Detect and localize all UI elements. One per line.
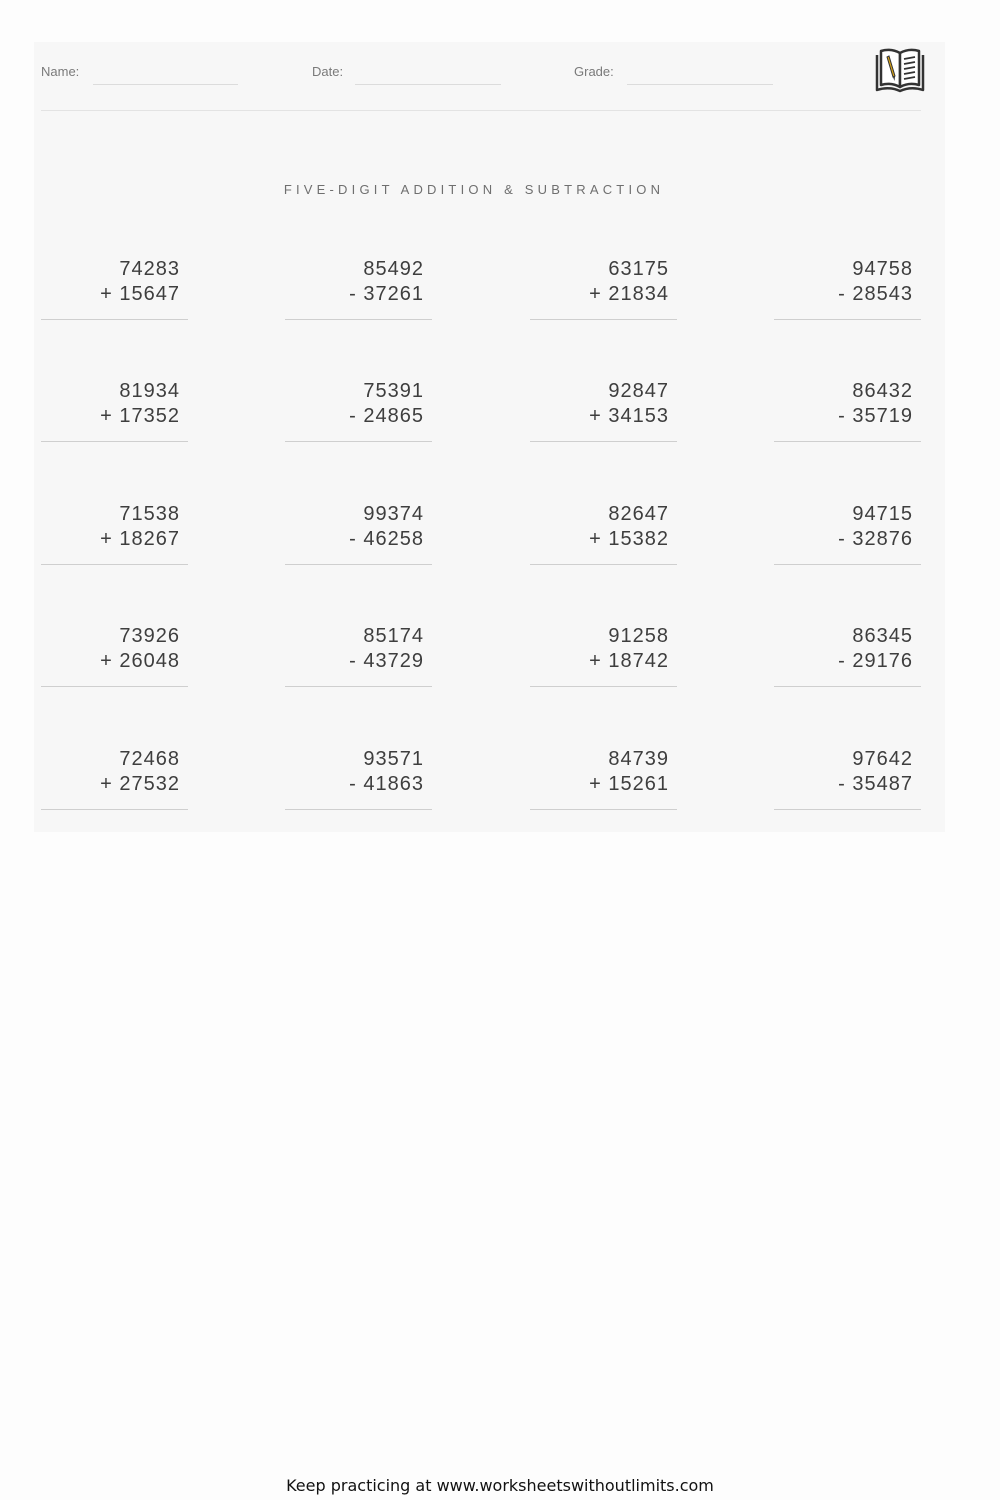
problem-item — [285, 257, 432, 320]
worksheet — [34, 42, 945, 832]
problem-top-number: 81934 — [119, 380, 180, 402]
problem-item — [774, 502, 921, 565]
problem-bottom-number: + 21834 — [589, 283, 669, 305]
problem-item — [774, 624, 921, 687]
problem-item — [41, 257, 188, 320]
problem-top-number: 71538 — [119, 503, 180, 525]
problem-bottom-number: - 24865 — [349, 405, 424, 427]
worksheet-title: FIVE-DIGIT ADDITION & SUBTRACTION — [283, 182, 665, 197]
problem-bottom-number: - 35719 — [838, 405, 913, 427]
problem-item — [41, 379, 188, 442]
problem-top-number: 85174 — [363, 625, 424, 647]
problem-top-number: 72468 — [119, 748, 180, 770]
problem-top-number: 86345 — [852, 625, 913, 647]
open-book-pencil-icon — [873, 45, 927, 95]
problem-item — [530, 502, 677, 565]
problem-top-number: 94715 — [852, 503, 913, 525]
problem-top-number: 74283 — [119, 258, 180, 280]
problem-item — [774, 379, 921, 442]
worksheet-header — [41, 42, 921, 111]
problem-bottom-number: - 35487 — [838, 773, 913, 795]
grade-line — [627, 84, 773, 85]
problem-item — [285, 624, 432, 687]
problem-item — [285, 747, 432, 810]
problem-bottom-number: + 15647 — [100, 283, 180, 305]
problem-item — [285, 379, 432, 442]
problem-item — [774, 747, 921, 810]
problem-item — [285, 502, 432, 565]
problem-bottom-number: + 34153 — [589, 405, 669, 427]
problem-top-number: 82647 — [608, 503, 669, 525]
problem-top-number: 86432 — [852, 380, 913, 402]
problem-item — [530, 257, 677, 320]
problem-top-number: 92847 — [608, 380, 669, 402]
problem-bottom-number: + 27532 — [100, 773, 180, 795]
problem-top-number: 94758 — [852, 258, 913, 280]
problem-item — [530, 624, 677, 687]
problem-top-number: 75391 — [363, 380, 424, 402]
problem-top-number: 91258 — [608, 625, 669, 647]
grade-field[interactable] — [574, 64, 614, 79]
problem-bottom-number: - 32876 — [838, 528, 913, 550]
problem-bottom-number: - 37261 — [349, 283, 424, 305]
problem-item — [41, 502, 188, 565]
date-line — [355, 84, 501, 85]
problem-bottom-number: + 15261 — [589, 773, 669, 795]
problem-bottom-number: + 15382 — [589, 528, 669, 550]
problem-bottom-number: - 46258 — [349, 528, 424, 550]
grade-label: Grade: — [574, 64, 614, 79]
name-label: Name: — [41, 64, 80, 79]
problem-bottom-number: - 28543 — [838, 283, 913, 305]
problem-bottom-number: - 29176 — [838, 650, 913, 672]
problem-bottom-number: + 17352 — [100, 405, 180, 427]
problem-bottom-number: - 41863 — [349, 773, 424, 795]
problem-top-number: 85492 — [363, 258, 424, 280]
problem-bottom-number: + 26048 — [100, 650, 180, 672]
date-field[interactable] — [312, 64, 343, 79]
problem-top-number: 84739 — [608, 748, 669, 770]
problem-top-number: 93571 — [363, 748, 424, 770]
problem-item — [530, 747, 677, 810]
date-label: Date: — [312, 64, 344, 79]
problem-bottom-number: + 18267 — [100, 528, 180, 550]
problem-item — [774, 257, 921, 320]
problem-top-number: 63175 — [608, 258, 669, 280]
problem-item — [41, 747, 188, 810]
footer-text: Keep practicing at www.worksheetswithoutlimits.com — [286, 1476, 714, 1495]
name-line — [93, 84, 238, 85]
name-field[interactable] — [41, 64, 79, 79]
problem-top-number: 73926 — [119, 625, 180, 647]
problem-item — [530, 379, 677, 442]
problem-top-number: 99374 — [363, 503, 424, 525]
problem-item — [41, 624, 188, 687]
problem-bottom-number: + 18742 — [589, 650, 669, 672]
problem-bottom-number: - 43729 — [349, 650, 424, 672]
problem-top-number: 97642 — [852, 748, 913, 770]
